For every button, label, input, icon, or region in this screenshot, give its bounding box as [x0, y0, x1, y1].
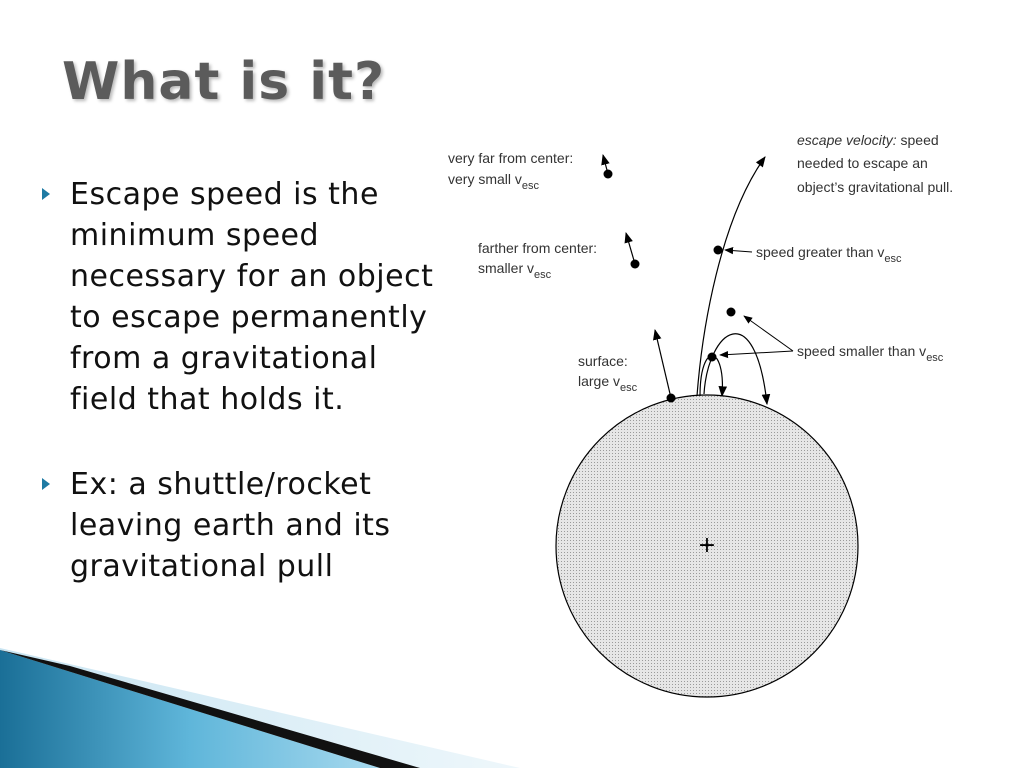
svg-text:speed smaller than vesc: speed smaller than $v_{esc}$ — [797, 343, 944, 364]
planet-center-mark: + — [697, 533, 717, 558]
label-very-far — [448, 150, 573, 192]
decorative-swoosh — [0, 648, 520, 768]
suborbital-trajectory-high — [704, 334, 767, 404]
svg-text:escape velocity: speed: escape velocity: speed — [797, 132, 939, 148]
label-speed-greater — [756, 244, 902, 265]
svg-text:needed to escape an: needed to escape an — [797, 155, 928, 171]
svg-text:object’s gravitational pull.: object’s gravitational pull. — [797, 179, 954, 195]
surface-velocity-arrow — [655, 330, 671, 398]
bullet-text: Ex: a shuttle/rocket leaving earth and its gravitational pull — [70, 467, 391, 584]
pointer-greater — [725, 250, 752, 252]
suborbital-trajectory-low — [700, 356, 722, 396]
label-surface — [578, 353, 638, 394]
svg-text:very far from center:: very far from center: — [448, 150, 574, 166]
svg-text:smaller vesc: smaller $v_{esc}$ — [478, 260, 552, 281]
svg-text:large vesc: large $v_{esc}$ — [578, 373, 638, 394]
projectile-dot — [714, 246, 723, 255]
projectile-dot — [727, 308, 736, 317]
label-speed-smaller — [797, 343, 944, 364]
escape-trajectory — [697, 157, 765, 396]
bullet-text: Escape speed is the minimum speed necessary for an object to escape permanently from a gravitational field that holds it. — [70, 177, 434, 417]
svg-text:speed greater than vesc: speed greater than $v_{esc}$ — [756, 244, 902, 265]
svg-text:surface:: surface: — [578, 353, 628, 369]
projectile-dot — [708, 353, 717, 362]
label-escape-velocity — [797, 132, 953, 195]
svg-text:very small vesc: very small $v_{esc}$ — [448, 171, 540, 192]
farther-velocity-arrow — [626, 233, 635, 264]
svg-text:farther from center:: farther from center: — [478, 240, 598, 256]
label-farther — [478, 240, 597, 281]
slide-title: What is it? — [62, 52, 386, 112]
